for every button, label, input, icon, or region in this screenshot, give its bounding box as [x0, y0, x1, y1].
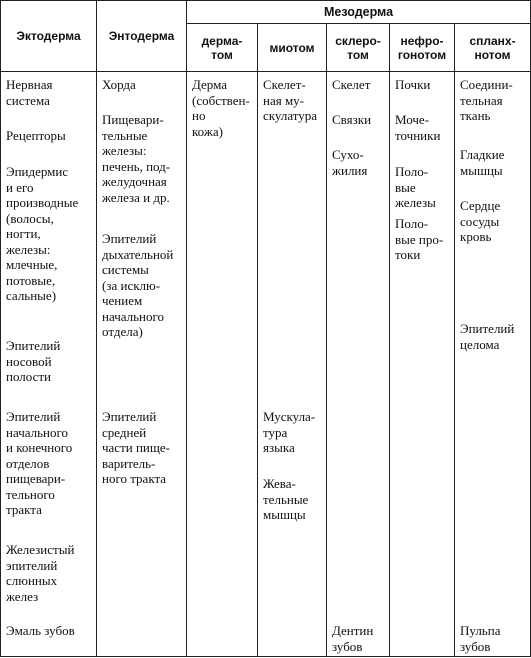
sclerotome-entry: Дентин зубов: [332, 623, 374, 654]
ectoderm-entry: Эпителий начального и конечного отделов пищевари- тельного тракта: [6, 409, 73, 517]
column-nephrogonotome: [390, 72, 455, 657]
ectoderm-entry: Эмаль зубов: [6, 623, 75, 638]
column-entoderm: [97, 72, 187, 657]
header-myotome-label: миотом: [269, 40, 315, 55]
nephrogonotome-entry: Моче- точники: [395, 112, 441, 143]
header-myotome: [258, 24, 327, 72]
column-dermatome: [187, 72, 258, 657]
header-mesoderm: Мезодерма: [187, 1, 531, 24]
header-sclerotome-label: склеро- том: [335, 33, 381, 62]
ectoderm-entry: Эпителий носовой полости: [6, 338, 61, 384]
entoderm-entry: Эпителий средней части пище- варитель- ного тракта: [102, 409, 170, 486]
header-dermatome-label: дерма- том: [201, 33, 243, 62]
nephrogonotome-entry: Почки: [395, 77, 431, 92]
column-myotome: [258, 72, 327, 657]
column-splanchnotome: [455, 72, 531, 657]
ectoderm-entry: Эпидермис и его производные (волосы, ногти, железы: млечные, потовые, сальные): [6, 164, 79, 303]
column-sclerotome: [327, 72, 390, 657]
splanchnotome-entry: Гладкие мышцы: [460, 147, 505, 178]
header-splanchnotome: [455, 24, 531, 72]
splanchnotome-entry: Сердце сосуды кровь: [460, 198, 501, 244]
sclerotome-entry: Скелет: [332, 77, 371, 92]
myotome-entry: Жева- тельные мышцы: [263, 476, 309, 522]
myotome-entry: Мускула- тура языка: [263, 409, 316, 455]
myotome-entry: Скелет- ная му- скулатура: [263, 77, 318, 123]
entoderm-entry: Хорда: [102, 77, 136, 92]
splanchnotome-entry: Соедини- тельная ткань: [460, 77, 513, 123]
header-nephrogonotome-label: нефро- гонотом: [397, 33, 447, 62]
ectoderm-entry: Нервная система: [6, 77, 53, 108]
dermatome-entry: Дерма (собствен- но кожа): [192, 77, 250, 139]
header-nephrogonotome: [390, 24, 455, 72]
header-dermatome: [187, 24, 258, 72]
header-entoderm: Энтодерма: [97, 1, 187, 72]
header-sclerotome: [327, 24, 390, 72]
splanchnotome-entry: Эпителий целома: [460, 321, 515, 352]
header-splanchnotome-label: спланх- нотом: [469, 33, 516, 62]
sclerotome-entry: Связки: [332, 112, 372, 127]
nephrogonotome-entry: Поло- вые про- токи: [395, 216, 444, 262]
column-ectoderm: [1, 72, 97, 657]
entoderm-entry: Пищевари- тельные железы: печень, под- желудочная железа и др.: [102, 112, 171, 205]
splanchnotome-entry: Пульпа зубов: [460, 623, 501, 654]
nephrogonotome-entry: Поло- вые железы: [395, 164, 436, 210]
ectoderm-entry: Железистый эпителий слюнных желез: [6, 542, 75, 604]
header-ectoderm: Эктодерма: [1, 1, 97, 72]
ectoderm-entry: Рецепторы: [6, 128, 66, 143]
sclerotome-entry: Сухо- жилия: [332, 147, 368, 178]
entoderm-entry: Эпителий дыхательной системы (за исклю- чением начального отдела): [102, 231, 174, 339]
